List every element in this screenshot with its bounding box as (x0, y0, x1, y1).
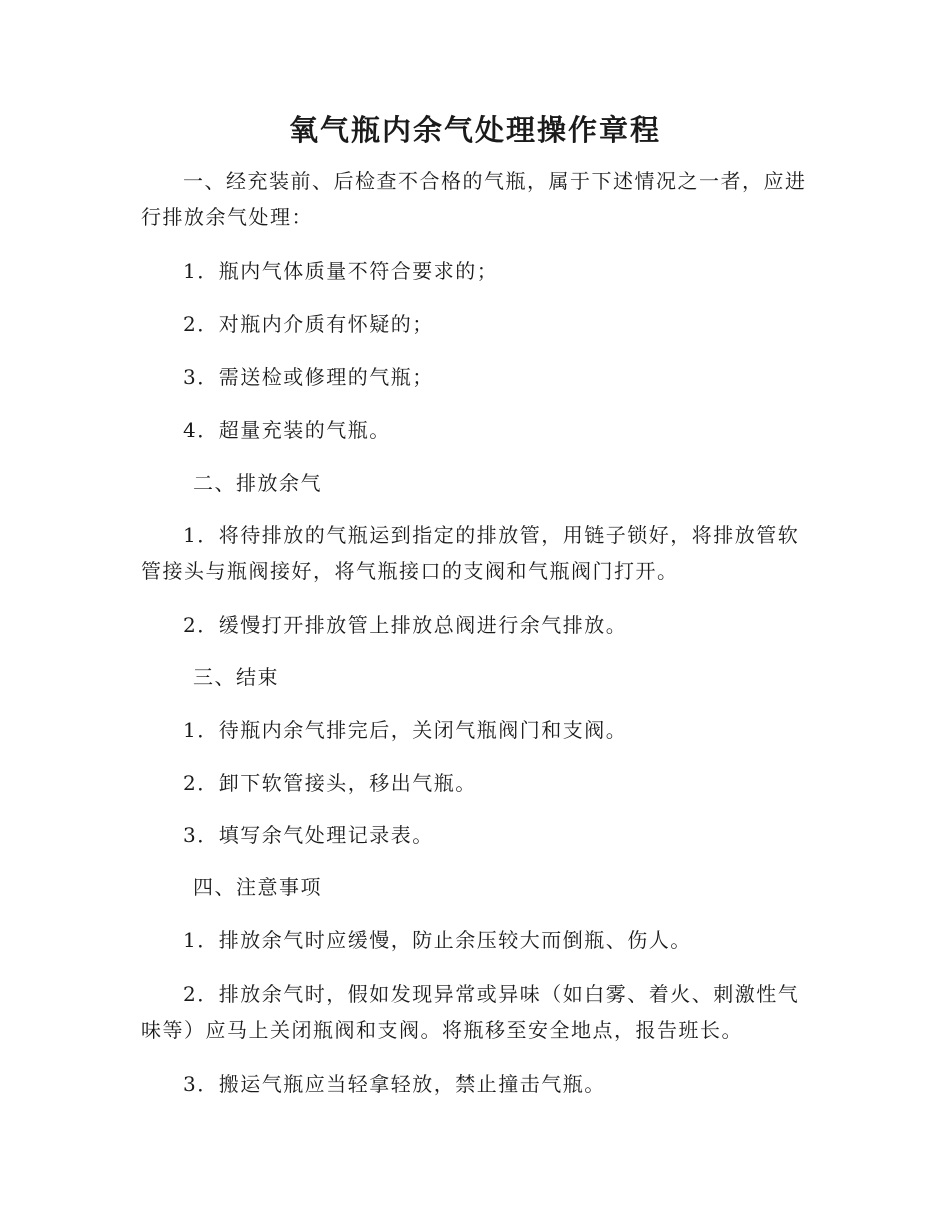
paragraph-item: 2．缓慢打开排放管上排放总阀进行余气排放。 (183, 613, 628, 637)
paragraph-item: 2．对瓶内介质有怀疑的； (183, 312, 434, 336)
section-heading: 四、注意事项 (193, 875, 322, 899)
paragraph-item: 1．瓶内气体质量不符合要求的； (183, 259, 499, 283)
paragraph-item: 1．排放余气时应缓慢，防止余压较大而倒瓶、伤人。 (183, 928, 692, 952)
document-title: 氧气瓶内余气处理操作章程 (288, 113, 661, 147)
paragraph-item: 3．需送检或修理的气瓶； (183, 365, 434, 389)
paragraph-item: 4．超量充装的气瓶。 (183, 418, 391, 442)
paragraph-section-1-intro: 一、经充装前、后检查不合格的气瓶，属于下述情况之一者，应进行排放余气处理： (141, 169, 807, 229)
section-heading: 二、排放余气 (193, 471, 322, 495)
section-heading: 三、结束 (193, 665, 279, 689)
paragraph-item: 2．卸下软管接头，移出气瓶。 (183, 771, 477, 795)
paragraph-item: 3．填写余气处理记录表。 (183, 823, 434, 847)
paragraph-item: 1．将待排放的气瓶运到指定的排放管，用链子锁好，将排放管软管接头与瓶阀接好，将气瓶接口的支阀和气瓶阀门打开。 (141, 523, 800, 583)
paragraph-item: 1．待瓶内余气排完后，关闭气瓶阀门和支阀。 (183, 718, 628, 742)
paragraph-item: 2．排放余气时，假如发现异常或异味（如白雾、着火、刺激性气味等）应马上关闭瓶阀和支阀。将瓶移至安全地点，报告班长。 (141, 982, 800, 1042)
paragraph-item: 3．搬运气瓶应当轻拿轻放，禁止撞击气瓶。 (183, 1072, 606, 1096)
